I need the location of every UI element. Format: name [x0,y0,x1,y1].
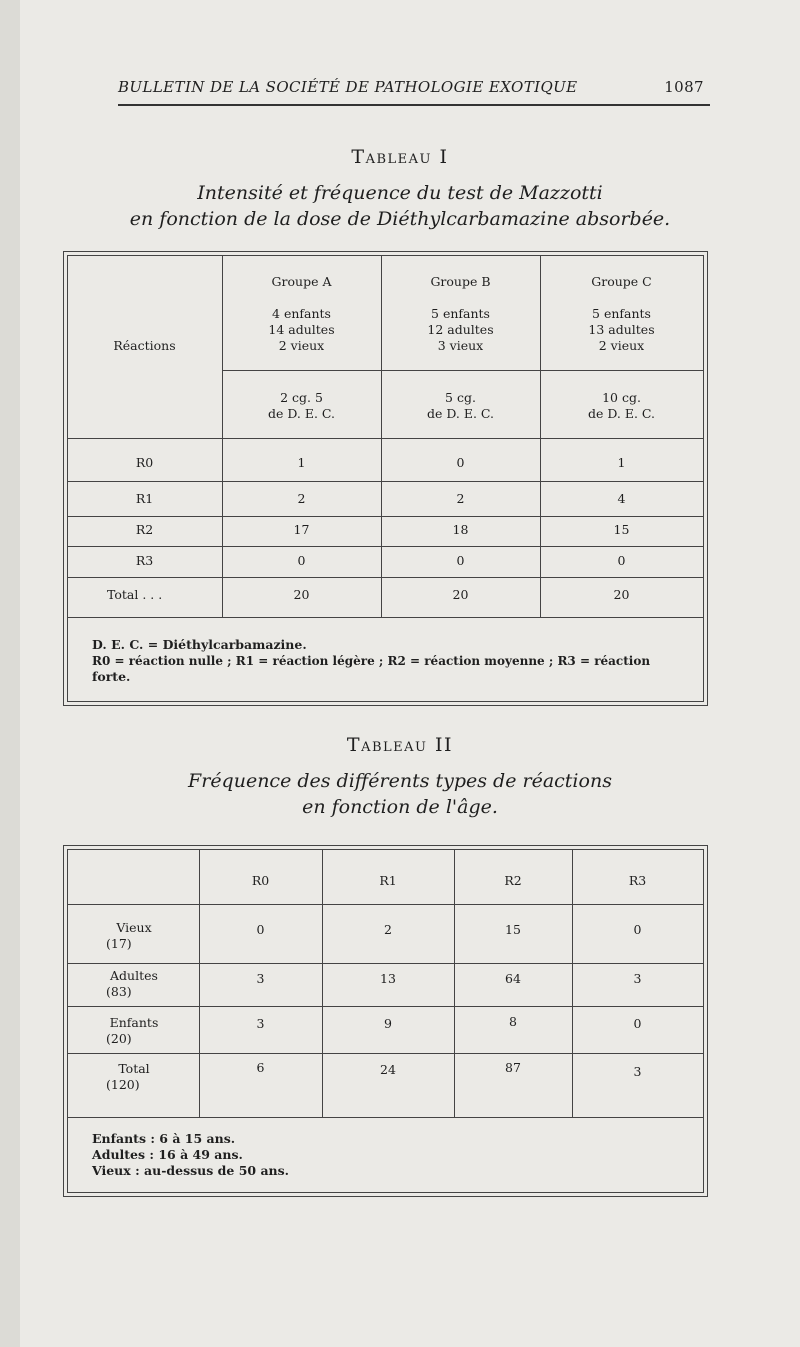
table1-row-divider [67,577,703,578]
table2-cell: 8 [509,1014,517,1029]
table1-row-label: R0 [135,455,154,470]
row-label-text: Total [118,1061,150,1076]
table2-row-divider [67,1006,703,1007]
table2-cell: 9 [384,1016,392,1031]
table1-cell: 1 [617,455,626,470]
row-label-text: Vieux [116,920,152,935]
table1-cell: 0 [297,553,306,568]
table2-cell: 2 [384,922,392,937]
table1-cell: 0 [456,455,465,470]
dose-line: de D. E. C. [267,406,336,421]
table1-row-divider [67,617,703,618]
table2-col-header: R1 [379,873,397,888]
dose-line: de D. E. C. [587,406,656,421]
row-label-text: Enfants [109,1015,159,1030]
table1-row-header: Réactions [113,338,176,353]
header-rule [118,104,710,106]
table1-cell: 15 [613,522,630,537]
table1 [63,251,708,706]
table1-cell: 20 [293,587,310,602]
table1-row-label: R3 [135,553,154,568]
table1-group-b-name: Groupe B [430,274,491,289]
table1-row-divider [67,438,703,439]
table1-row-divider [67,546,703,547]
table2-row-label [84,1015,184,1047]
note-line: forte. [92,669,131,684]
pop-line: 2 vieux [598,338,645,353]
table2-notes [92,1131,492,1179]
running-header [118,78,710,96]
table2-cell: 0 [256,922,265,937]
table1-title: Tableau I [351,146,449,168]
table1-row-label: R1 [135,491,154,506]
row-label-count: (20) [106,1031,132,1046]
table2-row-label [84,920,184,952]
table2-cell: 3 [256,1016,265,1031]
row-label-count: (120) [106,1077,140,1092]
dose-line: de D. E. C. [426,406,495,421]
row-label-text: Adultes [110,968,158,983]
table1-group-b-pop [381,306,540,354]
table1-cell: 20 [452,587,469,602]
table1-cell: 17 [293,522,310,537]
note-line: D. E. C. = Diéthylcarbamazine. [92,637,307,652]
table1-cell: 2 [297,491,306,506]
table1-notes [92,637,692,685]
table1-group-c-dose [540,390,703,422]
note-line: Adultes : 16 à 49 ans. [92,1147,243,1162]
table1-group-a-name: Groupe A [271,274,332,289]
pop-line: 12 adultes [427,322,494,337]
table2-cell: 13 [380,971,396,986]
table2-row-divider [67,963,703,964]
note-line: R0 = réaction nulle ; R1 = réaction légère ; R2 = réaction moyenne ; R3 = réaction [92,654,651,668]
journal-title: BULLETIN DE LA SOCIÉTÉ DE PATHOLOGIE EXOTIQUE [118,78,578,96]
table1-subtitle-line1: Intensité et fréquence du test de Mazzotti [197,182,603,204]
dose-line: 2 cg. 5 [280,390,323,405]
table2-cell: 0 [633,922,642,937]
table2-cell: 3 [633,1064,642,1079]
dose-line: 10 cg. [602,390,641,405]
table2-subtitle-line1: Fréquence des différents types de réactions [188,770,612,792]
table2-cell: 15 [505,922,521,937]
table2-cell: 0 [633,1016,642,1031]
dose-line: 5 cg. [445,390,476,405]
table1-cell: 1 [297,455,306,470]
pop-line: 5 enfants [592,306,651,321]
table1-group-b-dose [381,390,540,422]
row-label-count: (83) [106,984,132,999]
table2-cell: 24 [380,1062,396,1077]
table2-row-divider [67,1053,703,1054]
table2-cell: 64 [505,971,521,986]
table1-row-divider [222,370,703,371]
table1-cell: 2 [456,491,465,506]
pop-line: 4 enfants [272,306,331,321]
table1-cell: 0 [456,553,465,568]
table2 [63,845,708,1197]
table2-subtitle-line2: en fonction de l'âge. [302,796,498,818]
table1-row-label: R2 [135,522,154,537]
note-line: Enfants : 6 à 15 ans. [92,1131,236,1146]
table1-cell: 0 [617,553,626,568]
table1-cell: 18 [452,522,469,537]
table2-row-divider [67,904,703,905]
table1-group-c-pop [540,306,703,354]
note-line: Vieux : au-dessus de 50 ans. [92,1163,290,1178]
table1-row-divider [67,516,703,517]
table1-cell: 4 [617,491,626,506]
pop-line: 2 vieux [278,338,325,353]
table2-cell: 3 [256,971,265,986]
table2-cell: 3 [633,971,642,986]
table2-row-divider [67,1117,703,1118]
table2-row-label [84,1061,184,1093]
table2-col-header: R2 [504,873,522,888]
pop-line: 13 adultes [588,322,655,337]
table1-cell: 20 [613,587,630,602]
table1-row-label-total: Total . . . [107,587,163,602]
page-number: 1087 [664,78,704,96]
table1-group-c-name: Groupe C [591,274,652,289]
pop-line: 3 vieux [437,338,484,353]
pop-line: 14 adultes [268,322,335,337]
table1-subtitle-line2: en fonction de la dose de Diéthylcarbamazine absorbée. [129,208,671,230]
pop-line: 5 enfants [431,306,490,321]
table1-row-divider [67,481,703,482]
table2-cell: 6 [256,1060,265,1075]
table2-col-header: R0 [251,873,270,888]
table1-group-a-pop [222,306,381,354]
table2-row-label [84,968,184,1000]
table2-col-header: R3 [628,873,647,888]
table2-title: Tableau II [346,734,454,756]
row-label-count: (17) [106,936,132,951]
table1-group-a-dose [222,390,381,422]
table2-cell: 87 [505,1060,521,1075]
